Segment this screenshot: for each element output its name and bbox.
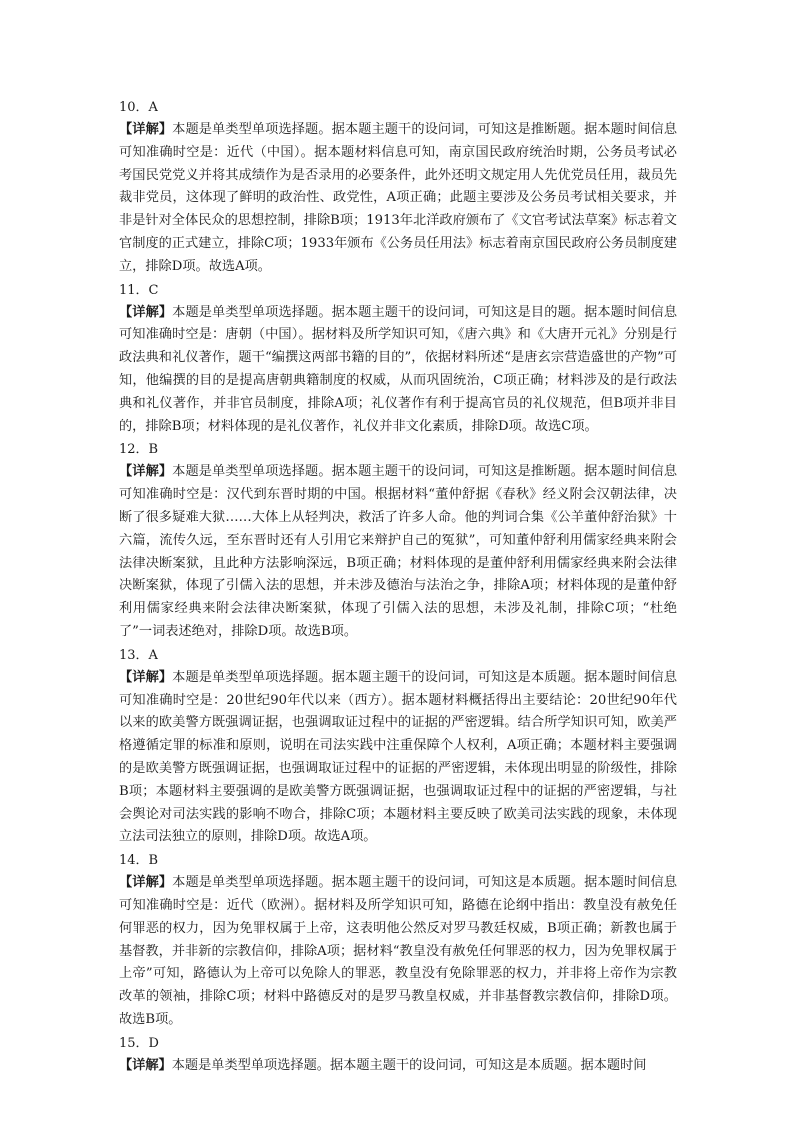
explanation-paragraph — [119, 461, 677, 643]
detail-tag: 【详解】 — [119, 1057, 172, 1073]
answer-number: 11．C — [119, 282, 159, 298]
detail-tag: 【详解】 — [119, 122, 173, 137]
explanation-paragraph — [119, 119, 677, 279]
answer-explanation-page — [119, 96, 677, 1077]
answer-number: 13．A — [119, 647, 158, 663]
detail-tag: 【详解】 — [119, 875, 173, 891]
explanation-text: 本题是单类型单项选择题。据本题主题干的设问词，可知这是目的题。据本题时间信息可知准确时空是：唐朝（中国）。据材料及所学知识可知，《唐六典》和《大唐开元礼》分别是行政法典和礼仪著作，题干“编撰这两部书籍的目的”，依据材料所述“是唐玄宗营造盛世的产物”可知，他编撰的目的是提高唐朝典籍制度的权威，从而巩固统治，C项正确；材料涉及的是行政法典和礼仪著作，并非官员制度，排除A项；礼仪著作有利于提高官员的礼仪规范，但B项并非目的，排除B项；材料体现的是礼仪著作，礼仪并非文化素质，排除D项。故选C项。 — [119, 304, 678, 434]
explanation-text: 本题是单类型单项选择题。据本题主题干的设问词，可知这是本质题。据本题时间信息可知准确时空是：20世纪90年代以来（西方）。据本题材料概括得出主要结论：20世纪90年代以来的欧美警方既强调证据，也强调取证过程中的证据的严密逻辑。结合所学知识可知，欧美严格遵循定罪的标准和原则，说明在司法实践中注重保障个人权利，A项正确；本题材料主要强调的是欧美警方既强调证据，也强调取证过程中的证据的严密逻辑，未体现出明显的阶级性，排除B项；本题材料主要强调的是欧美警方既强调证据，也强调取证过程中的证据的严密逻辑，与社会舆论对司法实践的影响不吻合，排除C项；本题材料主要反映了欧美司法实践的现象，未体现立法司法独立的原则，排除D项。故选A项。 — [119, 669, 678, 845]
explanation-paragraph — [119, 667, 677, 849]
detail-tag: 【详解】 — [119, 464, 173, 480]
answer-number: 14．B — [119, 853, 159, 869]
answer-number: 12．B — [119, 442, 159, 458]
explanation-paragraph — [119, 1055, 677, 1078]
detail-tag: 【详解】 — [119, 669, 173, 685]
explanation-text: 本题是单类型单项选择题。据本题主题干的设问词，可知这是推断题。据本题时间信息可知准确时空是：汉代到东晋时期的中国。根据材料“董仲舒据《春秋》经义附会汉朝法律，决断了很多疑难大狱……大体上从轻判决，救活了许多人命。他的判词合集《公羊董仲舒治狱》十六篇，流传久远，至东晋时还有人引用它来辩护自己的冤狱”，可知董仲舒利用儒家经典来附会法律决断案狱，且此种方法影响深远，B项正确；材料体现的是董仲舒利用儒家经典来附会法律决断案狱，体现了引儒入法的思想，并未涉及德治与法治之争，排除A项；材料体现的是董仲舒利用儒家经典来附会法律决断案狱，体现了引儒入法的思想，未涉及礼制，排除C项；“杜绝了”一词表述绝对，排除D项。故选B项。 — [119, 464, 678, 639]
explanation-text: 本题是单类型单项选择题。据本题主题干的设问词，可知这是本质题。据本题时间信息可知准确时空是：近代（欧洲）。据材料及所学知识可知，路德在论纲中指出：教皇没有赦免任何罪恶的权力，因为免罪权属于上帝，这表明他公然反对罗马教廷权威，B项正确；新教也属于基督教，并非新的宗教信仰，排除A项；据材料“教皇没有赦免任何罪恶的权力，因为免罪权属于上帝”可知，路德认为上帝可以免除人的罪恶，教皇没有免除罪恶的权力，并非将上帝作为宗教改革的领袖，排除C项；材料中路德反对的是罗马教皇权威，并非基督教宗教信仰，排除D项。故选B项。 — [119, 875, 678, 1027]
explanation-text: 本题是单类型单项选择题。据本题主题干的设问词，可知这是推断题。据本题时间信息可知准确时空是：近代（中国）。据本题材料信息可知，南京国民政府统治时期，公务员考试必考国民党党义并将其成绩作为是否录用的必要条件，此外还明文规定用人先优党员任用，裁员先裁非党员，这体现了鲜明的政治性、政党性，A项正确；此题主要涉及公务员考试相关要求，并非是针对全体民众的思想控制，排除B项；1913年北洋政府颁布了《文官考试法草案》标志着文官制度的正式建立，排除C项；1933年颁布《公务员任用法》标志着南京国民政府公务员制度建立，排除D项。故选A项。 — [119, 122, 678, 274]
answer-number: 10．A — [119, 100, 158, 115]
answer-number: 15．D — [119, 1035, 159, 1051]
explanation-paragraph — [119, 302, 677, 439]
explanation-paragraph — [119, 872, 677, 1032]
explanation-text: 本题是单类型单项选择题。据本题主题干的设问词，可知这是本质题。据本题时间 — [171, 1057, 647, 1073]
detail-tag: 【详解】 — [119, 304, 173, 320]
